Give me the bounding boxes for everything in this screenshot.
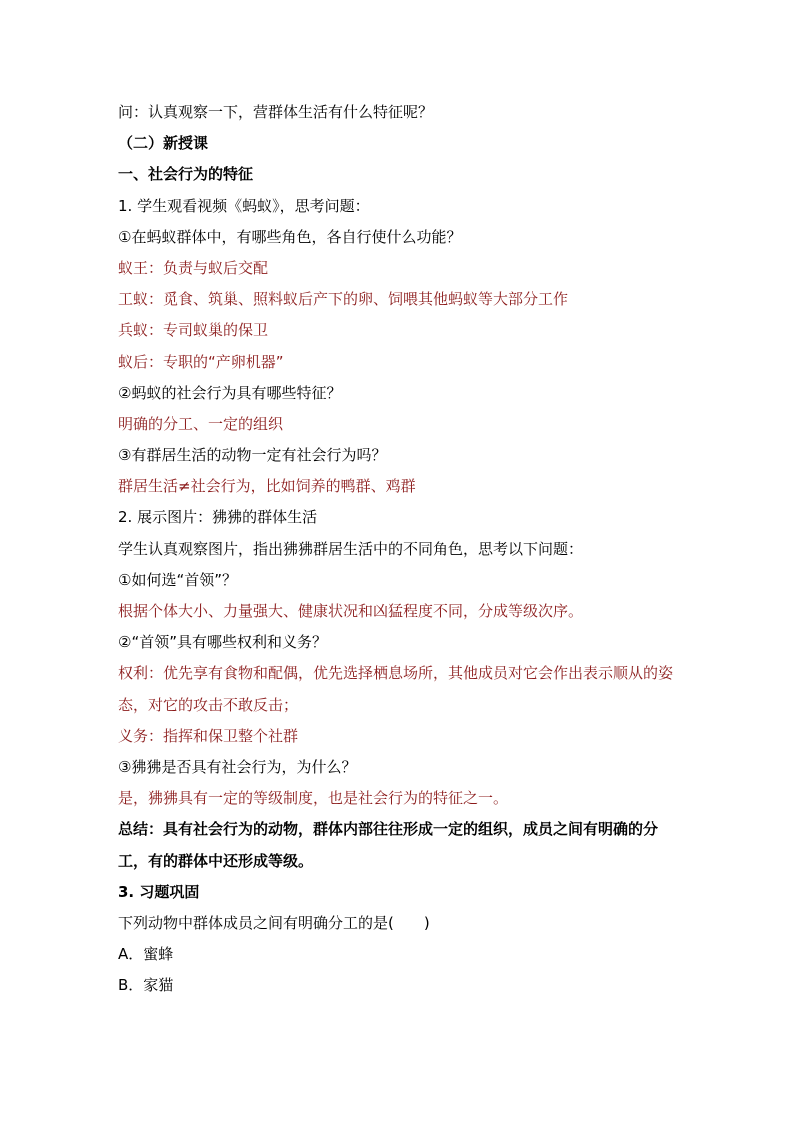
question-leader-rights: ②“首领”具有哪些权利和义务？ — [118, 633, 327, 652]
document-body — [118, 97, 688, 1002]
answer-ant-features: 明确的分工、一定的组织 — [118, 414, 284, 433]
option-a: A．蜜蜂 — [118, 945, 174, 964]
answer-leader-duties: 义务：指挥和保卫整个社群 — [118, 726, 299, 745]
answer-soldier-ant: 兵蚁：专司蚁巢的保卫 — [118, 321, 269, 340]
answer-choose-leader: 根据个体大小、力量强大、健康状况和凶猛程度不同，分成等级次序。 — [118, 602, 584, 620]
question-ant-features: ②蚂蚁的社会行为具有哪些特征？ — [118, 383, 342, 402]
option-b: B．家猫 — [118, 976, 174, 995]
answer-queen-ant: 蚁后：专职的“产卵机器” — [118, 352, 284, 371]
answer-worker-ant: 工蚁：觅食、筑巢、照料蚁后产下的卵、饲喂其他蚂蚁等大部分工作 — [118, 290, 569, 309]
step-2-line: 2. 展示图片：狒狒的群体生活 — [118, 508, 318, 527]
answer-leader-rights: 权利：优先享有食物和配偶，优先选择栖息场所，其他成员对它会作出表示顺从的姿态，对它的攻击不敢反击； — [118, 664, 674, 714]
question-line: 问：认真观察一下，营群体生活有什么特征呢？ — [118, 103, 434, 121]
answer-group-living: 群居生活≠社会行为，比如饲养的鸭群、鸡群 — [118, 477, 416, 496]
question-baboon-social: ③狒狒是否具有社会行为，为什么？ — [118, 757, 357, 776]
step-1-line: 1. 学生观看视频《蚂蚁》，思考问题： — [118, 196, 370, 215]
question-choose-leader: ①如何选“首领”？ — [118, 570, 237, 589]
exercise-question: 下列动物中群体成员之间有明确分工的是( ) — [118, 913, 430, 932]
section-heading-social-behavior: 一、社会行为的特征 — [118, 165, 254, 184]
question-group-living: ③有群居生活的动物一定有社会行为吗？ — [118, 446, 387, 465]
section-heading-new-lesson: （二）新授课 — [118, 134, 209, 153]
answer-ant-king: 蚁王：负责与蚁后交配 — [118, 258, 269, 277]
answer-baboon-social: 是，狒狒具有一定的等级制度，也是社会行为的特征之一。 — [118, 789, 509, 808]
step-3-heading: 3. 习题巩固 — [118, 882, 200, 901]
baboon-instruction: 学生认真观察图片，指出狒狒群居生活中的不同角色，思考以下问题： — [118, 539, 584, 558]
question-ant-roles: ①在蚂蚁群体中，有哪些角色，各自行使什么功能？ — [118, 227, 462, 246]
summary-paragraph: 总结：具有社会行为的动物，群体内部往往形成一定的组织，成员之间有明确的分工，有的群体中还形成等级。 — [118, 820, 659, 870]
